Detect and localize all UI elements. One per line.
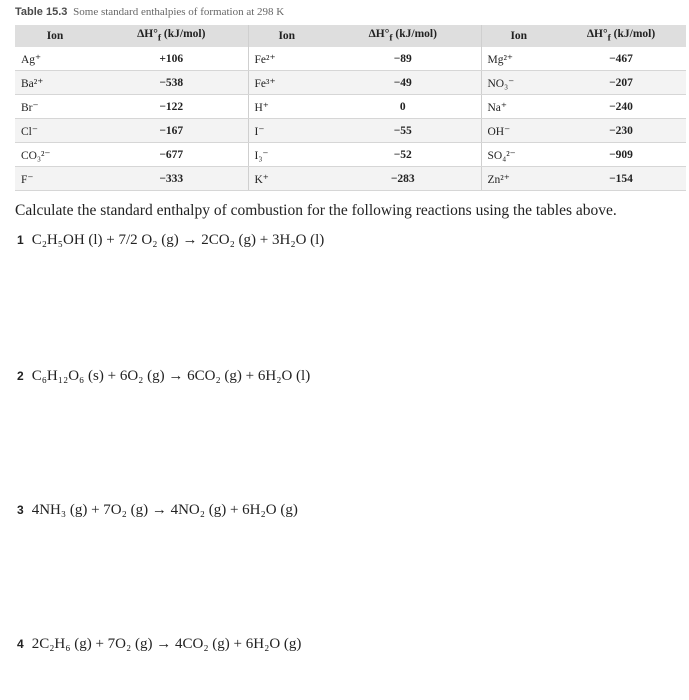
ion-cell: I₃⁻ <box>248 143 325 167</box>
header-ion: Ion <box>248 25 325 47</box>
instruction-text: Calculate the standard enthalpy of combustion for the following reactions using the tables above. <box>15 202 617 219</box>
ion-cell: Fe²⁺ <box>248 47 325 71</box>
ion-cell: Mg²⁺ <box>481 47 556 71</box>
ion-cell: I⁻ <box>248 119 325 143</box>
table-row <box>15 71 686 95</box>
enthalpy-cell: −240 <box>556 95 686 119</box>
question-equation: 4NH₃ (g) + 7O₂ (g) → 4NO₂ (g) + 6H₂O (g) <box>31 502 298 518</box>
question-equation: C₆H₁₂O₆ (s) + 6O₂ (g) → 6CO₂ (g) + 6H₂O (l) <box>31 368 311 384</box>
ion-cell: Zn²⁺ <box>481 167 556 191</box>
ion-cell: Br⁻ <box>15 95 95 119</box>
question-3 <box>17 502 298 519</box>
enthalpy-cell: −230 <box>556 119 686 143</box>
enthalpy-cell: −49 <box>325 71 481 95</box>
ion-cell: Ba²⁺ <box>15 71 95 95</box>
enthalpy-cell: −55 <box>325 119 481 143</box>
enthalpy-cell: −538 <box>95 71 248 95</box>
enthalpy-cell: −677 <box>95 143 248 167</box>
header-ion: Ion <box>481 25 556 47</box>
ion-cell: SO₄²⁻ <box>481 143 556 167</box>
question-4 <box>17 636 301 653</box>
header-enthalpy: $\Delta H^\circ_f$ (kJ/mol) <box>95 25 248 47</box>
table-row <box>15 119 686 143</box>
header-ion: Ion <box>15 25 95 47</box>
question-number: 2 <box>17 369 24 383</box>
question-2 <box>17 368 310 385</box>
table-row <box>15 167 686 191</box>
ion-cell: OH⁻ <box>481 119 556 143</box>
question-1 <box>17 232 324 249</box>
enthalpy-cell: −52 <box>325 143 481 167</box>
enthalpy-cell: −333 <box>95 167 248 191</box>
table-caption-label: Table 15.3 <box>15 6 68 18</box>
ion-cell: NO₃⁻ <box>481 71 556 95</box>
question-number: 3 <box>17 503 24 517</box>
table-caption-text: Some standard enthalpies of formation at 298 K <box>73 6 285 18</box>
enthalpy-cell: +106 <box>95 47 248 71</box>
enthalpy-cell: −122 <box>95 95 248 119</box>
enthalpy-cell: −467 <box>556 47 686 71</box>
question-equation: 2C₂H₆ (g) + 7O₂ (g) → 4CO₂ (g) + 6H₂O (g) <box>31 636 302 652</box>
ion-cell: Cl⁻ <box>15 119 95 143</box>
enthalpy-cell: 0 <box>325 95 481 119</box>
enthalpy-table <box>15 25 686 191</box>
header-enthalpy: $\Delta H^\circ_f$ (kJ/mol) <box>325 25 481 47</box>
question-number: 1 <box>17 233 24 247</box>
enthalpy-cell: −89 <box>325 47 481 71</box>
enthalpy-cell: −167 <box>95 119 248 143</box>
question-equation: C₂H₅OH (l) + 7/2 O₂ (g) → 2CO₂ (g) + 3H₂O (l) <box>31 232 325 248</box>
ion-cell: Na⁺ <box>481 95 556 119</box>
enthalpy-cell: −207 <box>556 71 686 95</box>
table-row <box>15 47 686 71</box>
ion-cell: Ag⁺ <box>15 47 95 71</box>
table-row <box>15 143 686 167</box>
ion-cell: CO₃²⁻ <box>15 143 95 167</box>
question-number: 4 <box>17 637 24 651</box>
header-enthalpy: $\Delta H^\circ_f$ (kJ/mol) <box>556 25 686 47</box>
enthalpy-cell: −154 <box>556 167 686 191</box>
table-row <box>15 95 686 119</box>
ion-cell: K⁺ <box>248 167 325 191</box>
ion-cell: Fe³⁺ <box>248 71 325 95</box>
enthalpy-cell: −909 <box>556 143 686 167</box>
enthalpy-cell: −283 <box>325 167 481 191</box>
ion-cell: H⁺ <box>248 95 325 119</box>
table-caption <box>15 6 284 18</box>
ion-cell: F⁻ <box>15 167 95 191</box>
table-header-row <box>15 25 686 47</box>
